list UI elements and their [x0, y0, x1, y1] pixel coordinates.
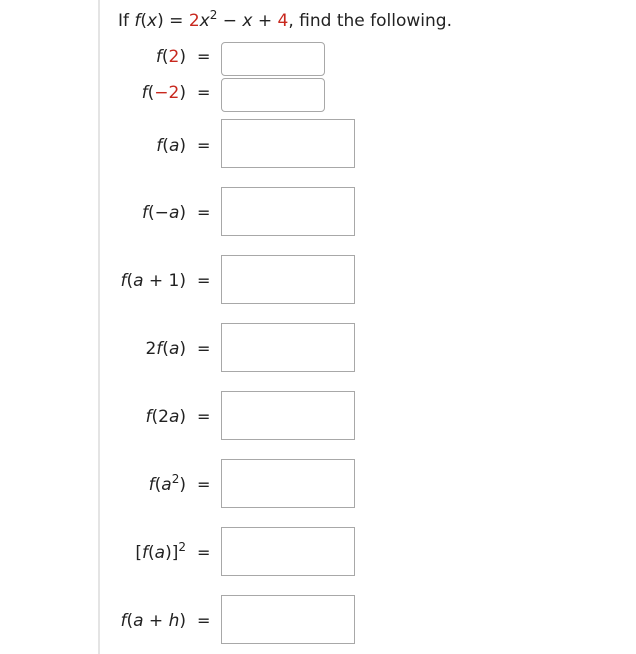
answer-input-f-of-a-all-squared[interactable]: [221, 527, 355, 576]
open-paren: (2: [151, 407, 169, 427]
open-paren: (: [147, 83, 155, 103]
prompt-close-paren: ): [157, 11, 164, 31]
prompt-variable: x: [147, 11, 158, 31]
equals-sign: =: [197, 611, 211, 630]
answer-input-f-of-2[interactable]: [221, 42, 325, 76]
argument: −2: [154, 83, 180, 103]
answer-input-f-of-a-squared[interactable]: [221, 459, 355, 508]
close-paren: ): [179, 475, 186, 495]
question-row-f-of-a-plus-1: [0, 266, 636, 296]
function-name: f: [145, 407, 152, 427]
open-paren: (: [162, 136, 169, 156]
question-row-f-of-2a: [0, 402, 636, 432]
answer-input-f-of-2a[interactable]: [221, 391, 355, 440]
prompt-equals: =: [163, 11, 189, 31]
close-paren: ): [179, 83, 186, 103]
function-name: f: [148, 475, 155, 495]
function-name: f: [141, 83, 148, 103]
exponent: 2: [171, 472, 180, 486]
row-label: [142, 198, 186, 228]
argument: a: [161, 475, 172, 495]
argument: a: [168, 136, 180, 156]
open-paren: (: [126, 611, 134, 631]
equals-sign: =: [197, 271, 211, 290]
question-row-f-of-a: [0, 131, 636, 161]
answer-input-2f-of-a[interactable]: [221, 323, 355, 372]
function-name: f: [142, 203, 149, 223]
prompt-function-name: f: [134, 11, 141, 31]
question-prompt: [118, 9, 452, 33]
equals-sign: =: [197, 203, 211, 222]
equals-sign: =: [197, 407, 211, 426]
close-paren: ): [179, 47, 186, 67]
close-paren: ): [179, 611, 186, 631]
argument: a: [133, 271, 144, 291]
argument: a: [133, 611, 144, 631]
question-row-f-of-neg-2: [0, 78, 636, 108]
equals-sign: =: [197, 475, 211, 494]
prefix: 2: [145, 339, 157, 359]
close-paren-bracket: )]: [165, 543, 179, 563]
row-label: [120, 266, 186, 296]
question-row-2f-of-a: [0, 334, 636, 364]
answer-input-f-of-neg-a[interactable]: [221, 187, 355, 236]
open-paren: (: [161, 47, 169, 67]
equals-sign: =: [197, 543, 211, 562]
close-paren: ): [179, 136, 186, 156]
equals-sign: =: [197, 136, 211, 155]
equals-sign: =: [197, 339, 211, 358]
close-paren: ): [179, 203, 186, 223]
open-paren: (: [126, 271, 134, 291]
prompt-prefix: If: [118, 11, 135, 31]
close-paren: ): [179, 339, 186, 359]
function-name: f: [156, 339, 163, 359]
question-row-f-of-a-all-squared: [0, 538, 636, 568]
open-paren: (−: [148, 203, 169, 223]
row-label: [156, 131, 186, 161]
answer-input-f-of-a-plus-1[interactable]: [221, 255, 355, 304]
row-label: [149, 470, 186, 500]
answer-input-f-of-a[interactable]: [221, 119, 355, 168]
row-label: [120, 606, 186, 636]
prompt-x-squared-var: x: [199, 11, 210, 31]
plus-sign: +: [143, 611, 169, 631]
question-row-f-of-a-squared: [0, 470, 636, 500]
prompt-exponent: 2: [209, 8, 218, 22]
argument: 2: [168, 47, 180, 67]
prompt-constant: 4: [277, 11, 289, 31]
function-name: f: [120, 271, 127, 291]
open-paren: (: [154, 475, 162, 495]
equals-sign: =: [197, 47, 211, 66]
open-bracket: [: [135, 543, 143, 563]
prompt-coefficient: 2: [188, 11, 200, 31]
prompt-minus: −: [217, 11, 243, 31]
argument: a: [168, 407, 180, 427]
prompt-suffix: , find the following.: [288, 11, 452, 31]
open-paren: (: [162, 339, 169, 359]
question-row-f-of-2: [0, 42, 636, 72]
answer-input-f-of-a-plus-h[interactable]: [221, 595, 355, 644]
prompt-open-paren: (: [140, 11, 148, 31]
answer-input-f-of-neg-2[interactable]: [221, 78, 325, 112]
prompt-plus: +: [252, 11, 278, 31]
exponent: 2: [178, 540, 186, 554]
function-name: f: [156, 136, 163, 156]
question-row-f-of-a-plus-h: [0, 606, 636, 636]
argument: a: [154, 543, 166, 563]
row-label: [142, 78, 186, 108]
row-label: [145, 402, 186, 432]
row-label: [156, 42, 186, 72]
open-paren: (: [148, 543, 155, 563]
second-argument: h: [168, 611, 180, 631]
close-paren: ): [179, 407, 186, 427]
function-name: f: [155, 47, 162, 67]
row-label: [135, 538, 186, 568]
function-name: f: [142, 543, 149, 563]
argument: a: [168, 203, 180, 223]
equals-sign: =: [197, 83, 211, 102]
prompt-linear-var: x: [242, 11, 253, 31]
row-label: [145, 334, 186, 364]
argument: a: [168, 339, 180, 359]
function-name: f: [120, 611, 127, 631]
question-row-f-of-neg-a: [0, 198, 636, 228]
argument-tail: + 1): [143, 271, 186, 291]
